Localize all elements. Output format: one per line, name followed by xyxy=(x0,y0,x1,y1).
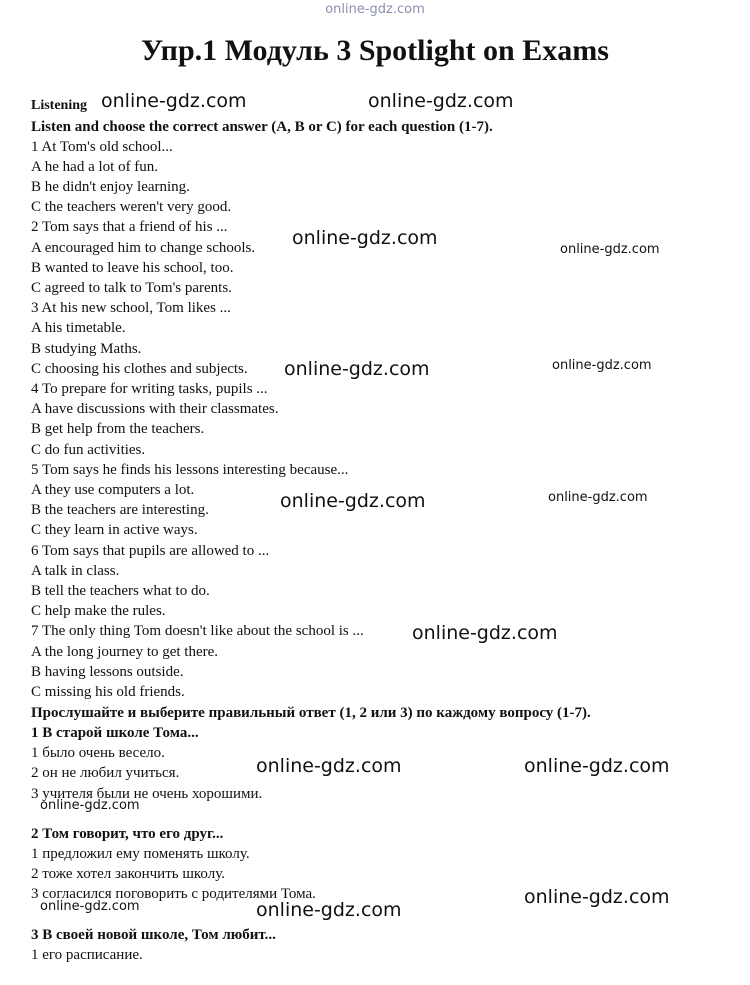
option-ru-1-2: 2 он не любил учиться. xyxy=(31,765,180,781)
watermark: online-gdz.com xyxy=(256,899,402,921)
option-en-5c: C they learn in active ways. xyxy=(31,522,198,538)
watermark: online-gdz.com xyxy=(524,755,670,777)
option-en-6a: A talk in class. xyxy=(31,563,120,579)
question-en-5: 5 Tom says he finds his lessons interesting because... xyxy=(31,462,349,478)
question-en-4: 4 To prepare for writing tasks, pupils ... xyxy=(31,381,268,397)
option-ru-2-2: 2 тоже хотел закончить школу. xyxy=(31,866,225,882)
watermark: online-gdz.com xyxy=(292,227,438,249)
option-en-3c: C choosing his clothes and subjects. xyxy=(31,361,248,377)
option-en-6b: B tell the teachers what to do. xyxy=(31,583,210,599)
option-en-4b: B get help from the teachers. xyxy=(31,421,205,437)
option-en-3a: A his timetable. xyxy=(31,320,126,336)
watermark: online-gdz.com xyxy=(284,358,430,380)
option-en-4c: C do fun activities. xyxy=(31,442,146,458)
watermark: online-gdz.com xyxy=(368,90,514,112)
watermark: online-gdz.com xyxy=(101,90,247,112)
option-en-2c: C agreed to talk to Tom's parents. xyxy=(31,280,232,296)
option-en-2b: B wanted to leave his school, too. xyxy=(31,260,234,276)
instruction-en: Listen and choose the correct answer (A, B or C) for each question (1-7). xyxy=(31,119,493,135)
top-watermark: online-gdz.com xyxy=(325,2,425,17)
watermark: online-gdz.com xyxy=(412,622,558,644)
question-en-6: 6 Tom says that pupils are allowed to ... xyxy=(31,543,270,559)
question-en-7: 7 The only thing Tom doesn't like about the school is ... xyxy=(31,623,364,639)
option-en-6c: C help make the rules. xyxy=(31,603,166,619)
option-en-5b: B the teachers are interesting. xyxy=(31,502,209,518)
question-ru-2: 2 Том говорит, что его друг... xyxy=(31,826,224,842)
listening-label: Listening xyxy=(31,98,88,113)
page-title: Упр.1 Модуль 3 Spotlight on Exams xyxy=(141,34,609,67)
option-en-5a: A they use computers a lot. xyxy=(31,482,195,498)
question-en-2: 2 Tom says that a friend of his ... xyxy=(31,219,228,235)
question-en-1: 1 At Tom's old school... xyxy=(31,139,173,155)
option-ru-3-1: 1 его расписание. xyxy=(31,947,143,963)
watermark: online-gdz.com xyxy=(40,798,140,813)
option-ru-1-3: 3 учителя были не очень хорошими. xyxy=(31,786,263,802)
watermark: online-gdz.com xyxy=(40,899,140,914)
watermark: online-gdz.com xyxy=(560,242,660,257)
question-en-3: 3 At his new school, Tom likes ... xyxy=(31,300,231,316)
watermark: online-gdz.com xyxy=(524,886,670,908)
option-en-4a: A have discussions with their classmates. xyxy=(31,401,279,417)
option-ru-2-3: 3 согласился поговорить с родителями Тома. xyxy=(31,886,316,902)
option-ru-2-1: 1 предложил ему поменять школу. xyxy=(31,846,250,862)
option-en-7a: A the long journey to get there. xyxy=(31,644,219,660)
option-en-1a: A he had a lot of fun. xyxy=(31,159,159,175)
watermark: online-gdz.com xyxy=(280,490,426,512)
option-en-1b: B he didn't enjoy learning. xyxy=(31,179,190,195)
watermark: online-gdz.com xyxy=(552,358,652,373)
watermark: online-gdz.com xyxy=(548,490,648,505)
option-en-7b: B having lessons outside. xyxy=(31,664,184,680)
option-en-2a: A encouraged him to change schools. xyxy=(31,240,256,256)
option-ru-1-1: 1 было очень весело. xyxy=(31,745,165,761)
question-ru-1: 1 В старой школе Тома... xyxy=(31,725,199,741)
watermark: online-gdz.com xyxy=(256,755,402,777)
question-ru-3: 3 В своей новой школе, Том любит... xyxy=(31,927,276,943)
option-en-1c: C the teachers weren't very good. xyxy=(31,199,232,215)
instruction-ru: Прослушайте и выберите правильный ответ (1, 2 или 3) по каждому вопросу (1-7). xyxy=(31,705,591,721)
option-en-7c: C missing his old friends. xyxy=(31,684,185,700)
option-en-3b: B studying Maths. xyxy=(31,341,142,357)
